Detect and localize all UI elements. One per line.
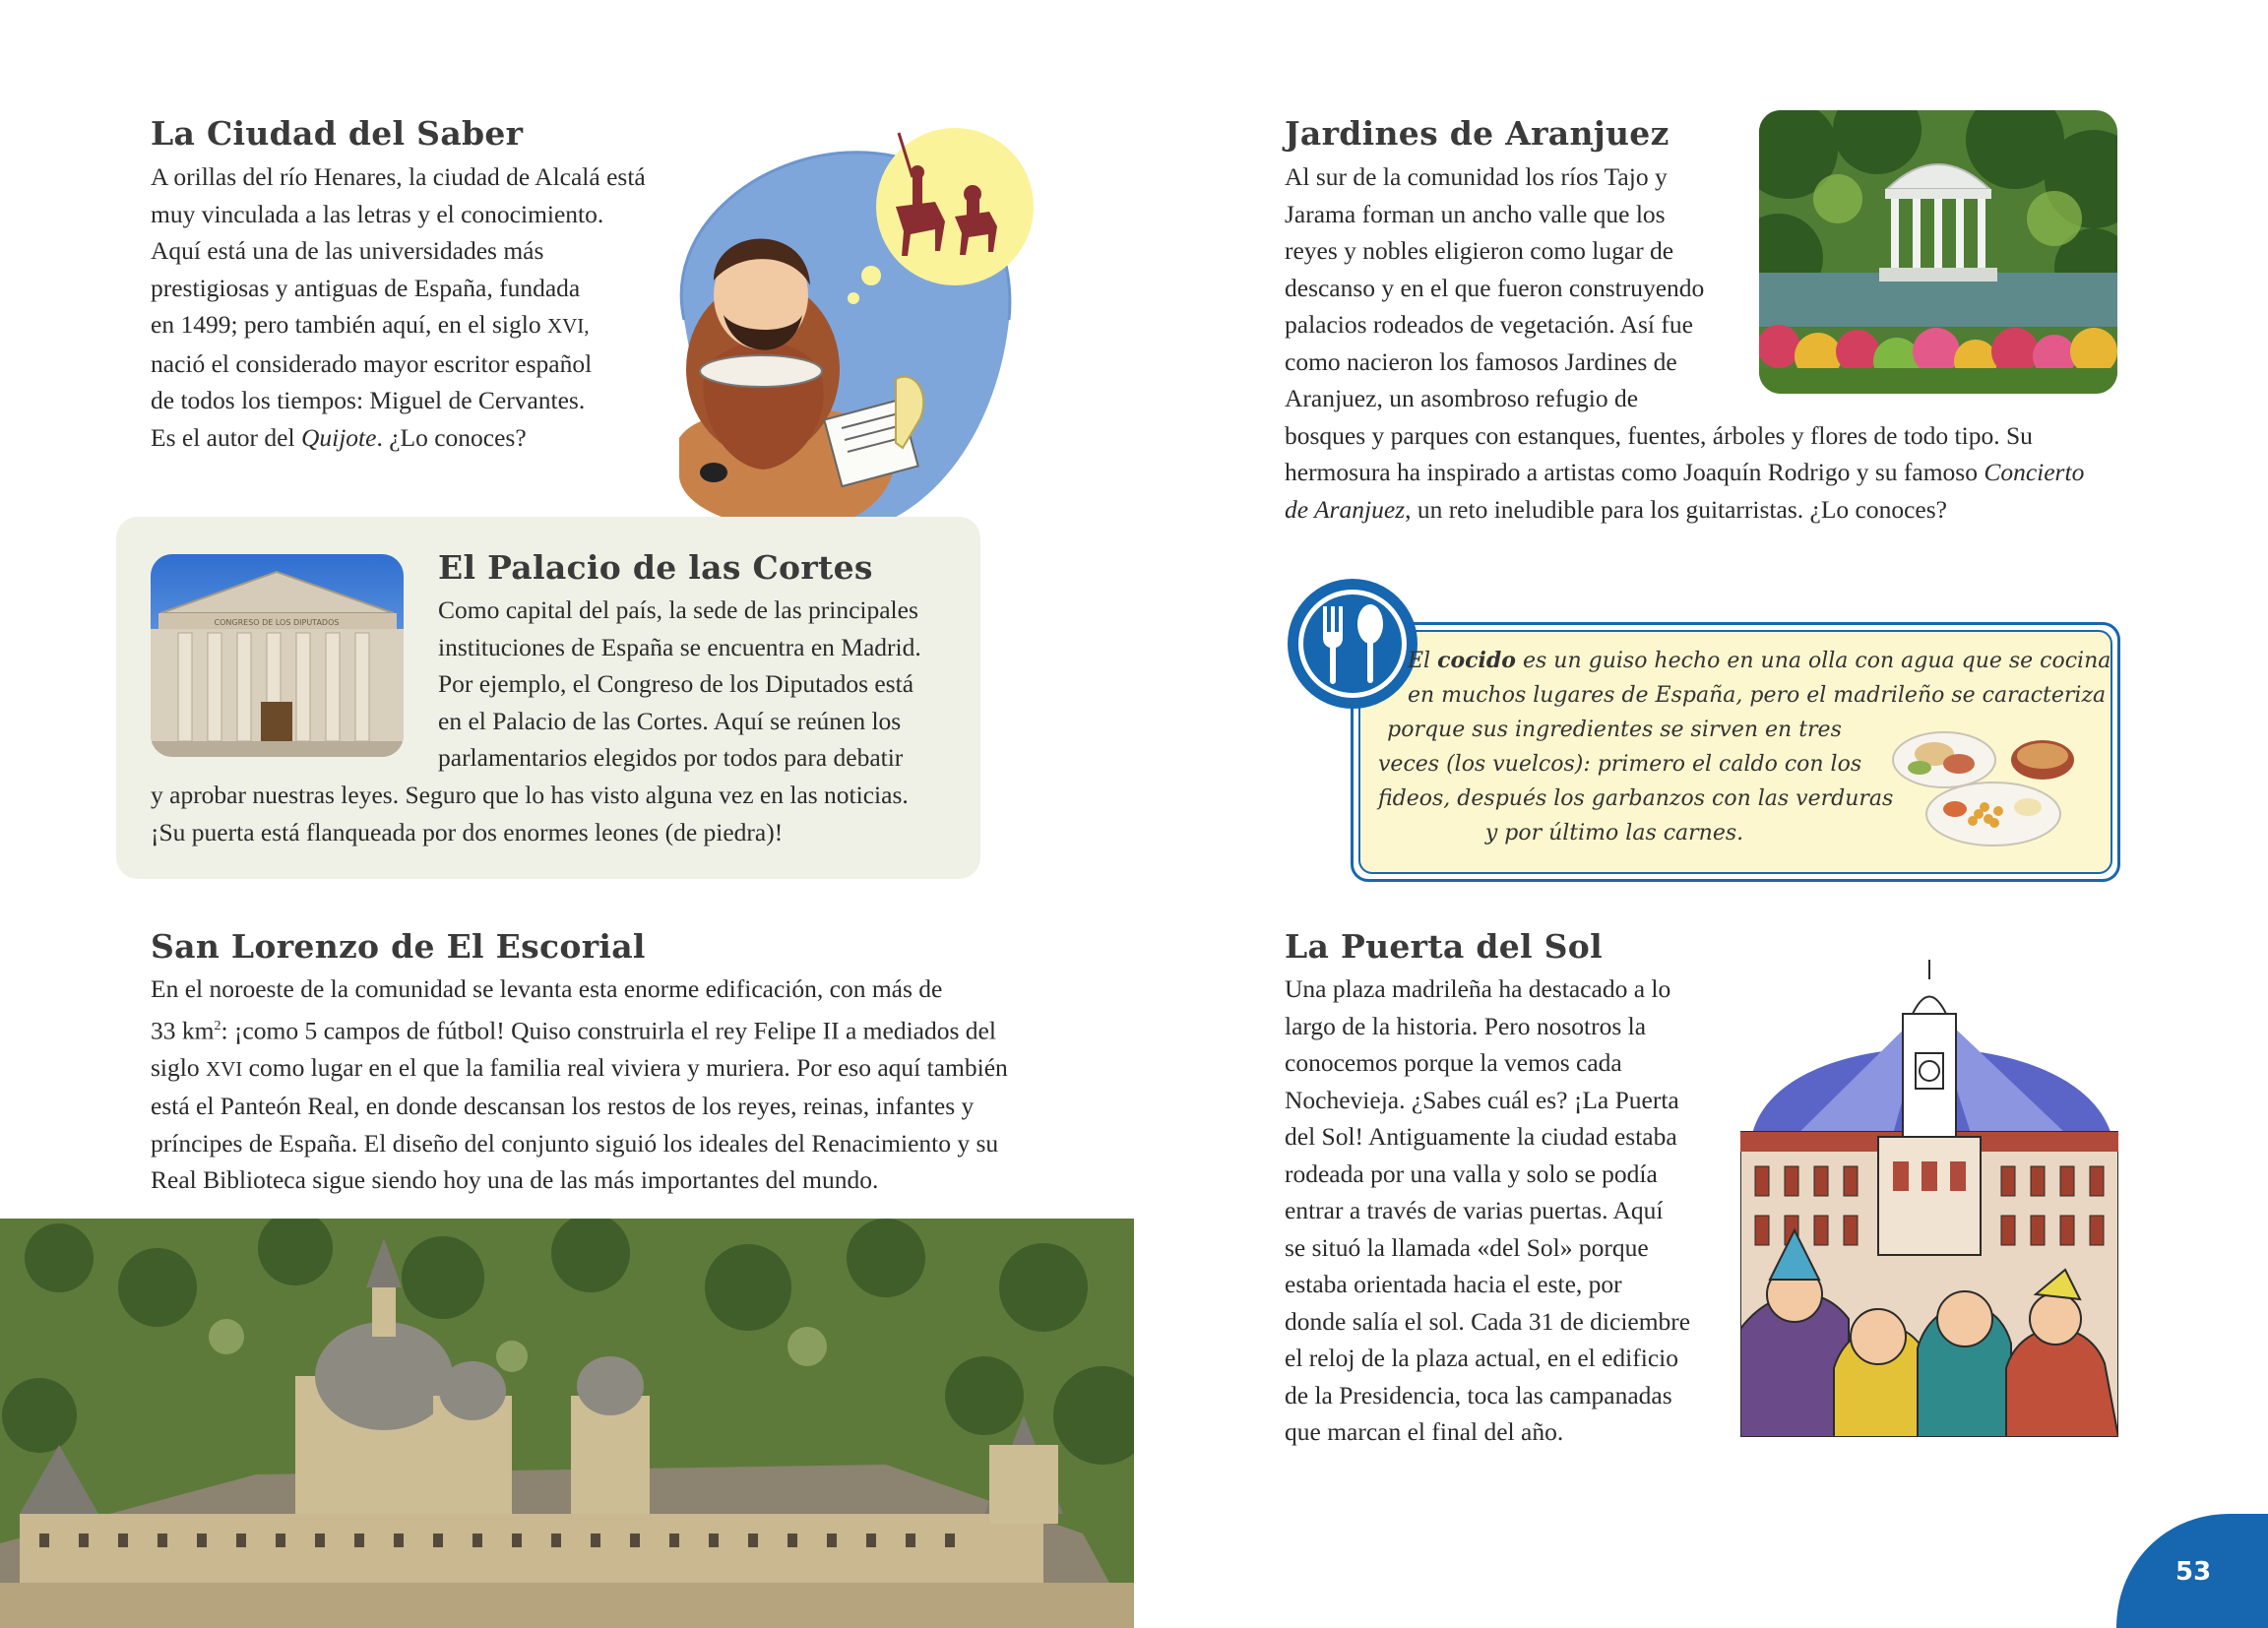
text-line: que marcan el final del año. [1285, 1417, 1564, 1446]
text-line: bosques y parques con estanques, fuentes, árboles y flores de todo tipo. Su [1285, 420, 2033, 450]
cocido-line-6: y por último las carnes. [1484, 821, 1744, 845]
paragraph-puerta-del-sol [1285, 971, 1690, 1451]
text-line: se situó la llamada «del Sol» porque [1285, 1232, 1649, 1262]
text-line: descanso y en el que fueron construyendo [1285, 273, 1705, 302]
cervantes-illustration [645, 123, 1039, 541]
text-line: prestigiosas y antiguas de España, fundada [151, 273, 581, 302]
heading-escorial: San Lorenzo de El Escorial [151, 927, 646, 966]
text-line: Aranjuez, un asombroso refugio de [1285, 384, 1639, 412]
heading-aranjuez: Jardines de Aranjuez [1285, 114, 1670, 153]
text-line: y aprobar nuestras leyes. Seguro que lo has visto alguna vez en las noticias. [151, 781, 909, 809]
text-line: Una plaza madrileña ha destacado a lo [1285, 974, 1671, 1003]
text-line: instituciones de España se encuentra en Madrid. [438, 632, 921, 661]
cocido-dishes-illustration [1890, 720, 2083, 848]
text-line: nació el considerado mayor escritor español [151, 348, 593, 378]
paragraph-palacio-cortes-bottom [151, 777, 909, 850]
text-line: 33 $km^2$: ¡como 5 campos de fútbol! Quiso construirla el rey Felipe II a mediados del [151, 1016, 996, 1044]
text-line: palacios rodeados de vegetación. Así fue [1285, 310, 1693, 339]
text-line: el reloj de la plaza actual, en el edificio [1285, 1344, 1678, 1372]
text-line: Nochevieja. ¿Sabes cuál es? ¡La Puerta [1285, 1085, 1679, 1114]
heading-puerta-del-sol: La Puerta del Sol [1285, 927, 1603, 966]
text-line: en el Palacio de las Cortes. Aquí se reúnen los [438, 706, 902, 735]
text-line: como nacieron los famosos Jardines de [1285, 346, 1677, 376]
text-line: Como capital del país, la sede de las principales [438, 595, 918, 624]
text-line: Al sur de la comunidad los ríos Tajo y [1285, 162, 1668, 191]
cocido-line-1: El cocido es un guiso hecho en una olla con agua que se cocina [1408, 648, 2111, 673]
text-line: conocemos porque la vemos cada [1285, 1048, 1622, 1077]
text-line: entrar a través de varias puertas. Aquí [1285, 1196, 1664, 1224]
text-line: En el noroeste de la comunidad se levanta esta enorme edificación, con más de [151, 974, 943, 1003]
cocido-line-2: en muchos lugares de España, pero el madrileño se caracteriza [1408, 683, 2107, 708]
paragraph-palacio-cortes-top [438, 592, 921, 777]
puerta-del-sol-illustration [1740, 955, 2118, 1437]
text-line: ¡Su puerta está flanqueada por dos enormes leones (de piedra)! [151, 817, 784, 846]
text-line: A orillas del río Henares, la ciudad de Alcalá está [151, 162, 646, 191]
text-line: estaba orientada hacia el este, por [1285, 1270, 1622, 1298]
text-line: en 1499; pero también aquí, en el siglo XVI, [151, 310, 590, 339]
text-line: parlamentarios elegidos por todos para debatir [438, 743, 904, 772]
text-line: muy vinculada a las letras y el conocimiento. [151, 199, 604, 228]
text-line: Es el autor del Quijote. ¿Lo conoces? [151, 422, 527, 452]
cocido-line-4: veces (los vuelcos): primero el caldo con los [1378, 752, 1862, 777]
heading-palacio-cortes: El Palacio de las Cortes [438, 548, 873, 587]
inkwell-icon [700, 463, 727, 482]
page-number: 53 [2175, 1557, 2212, 1587]
aranjuez-photo [1759, 110, 2117, 394]
text-line: de la Presidencia, toca las campanadas [1285, 1380, 1672, 1409]
text-line: de Aranjuez, un reto ineludible para los guitarristas. ¿Lo conoces? [1285, 494, 1947, 524]
heading-ciudad-del-saber: La Ciudad del Saber [151, 114, 524, 153]
text-line: rodeada por una valla y solo se podía [1285, 1158, 1658, 1188]
text-line: príncipes de España. El diseño del conjunto siguió los ideales del Renacimiento y su [151, 1128, 999, 1158]
text-line: de todos los tiempos: Miguel de Cervantes. [151, 386, 586, 414]
text-line: Jarama forman un ancho valle que los [1285, 199, 1666, 228]
cutlery-icon [1286, 577, 1419, 711]
text-line: Por ejemplo, el Congreso de los Diputados está [438, 669, 914, 698]
cocido-line-3: porque sus ingredientes se sirven en tres [1387, 718, 1842, 742]
text-line: del Sol! Antiguamente la ciudad estaba [1285, 1122, 1677, 1151]
text-line: está el Panteón Real, en donde descansan los restos de los reyes, reinas, infantes y [151, 1092, 975, 1120]
text-line: donde salía el sol. Cada 31 de diciembre [1285, 1306, 1691, 1336]
text-line: largo de la historia. Pero nosotros la [1285, 1011, 1647, 1040]
cocido-line-5: fideos, después los garbanzos con las verduras [1378, 786, 1894, 811]
congreso-photo [151, 554, 404, 757]
text-line: hermosura ha inspirado a artistas como Joaquín Rodrigo y su famoso Concierto [1285, 458, 2085, 486]
congreso-inscription: CONGRESO DE LOS DIPUTADOS [214, 618, 340, 627]
paragraph-ciudad-del-saber [151, 158, 646, 456]
text-line: Real Biblioteca sigue siendo hoy una de las más importantes del mundo. [151, 1165, 879, 1194]
escorial-photo [0, 1219, 1134, 1628]
text-line: Aquí está una de las universidades más [151, 236, 544, 265]
text-line: siglo XVI como lugar en el que la familia real viviera y muriera. Por eso aquí también [151, 1052, 1008, 1082]
paragraph-escorial [151, 971, 1008, 1199]
text-line: reyes y nobles eligieron como lugar de [1285, 236, 1674, 265]
